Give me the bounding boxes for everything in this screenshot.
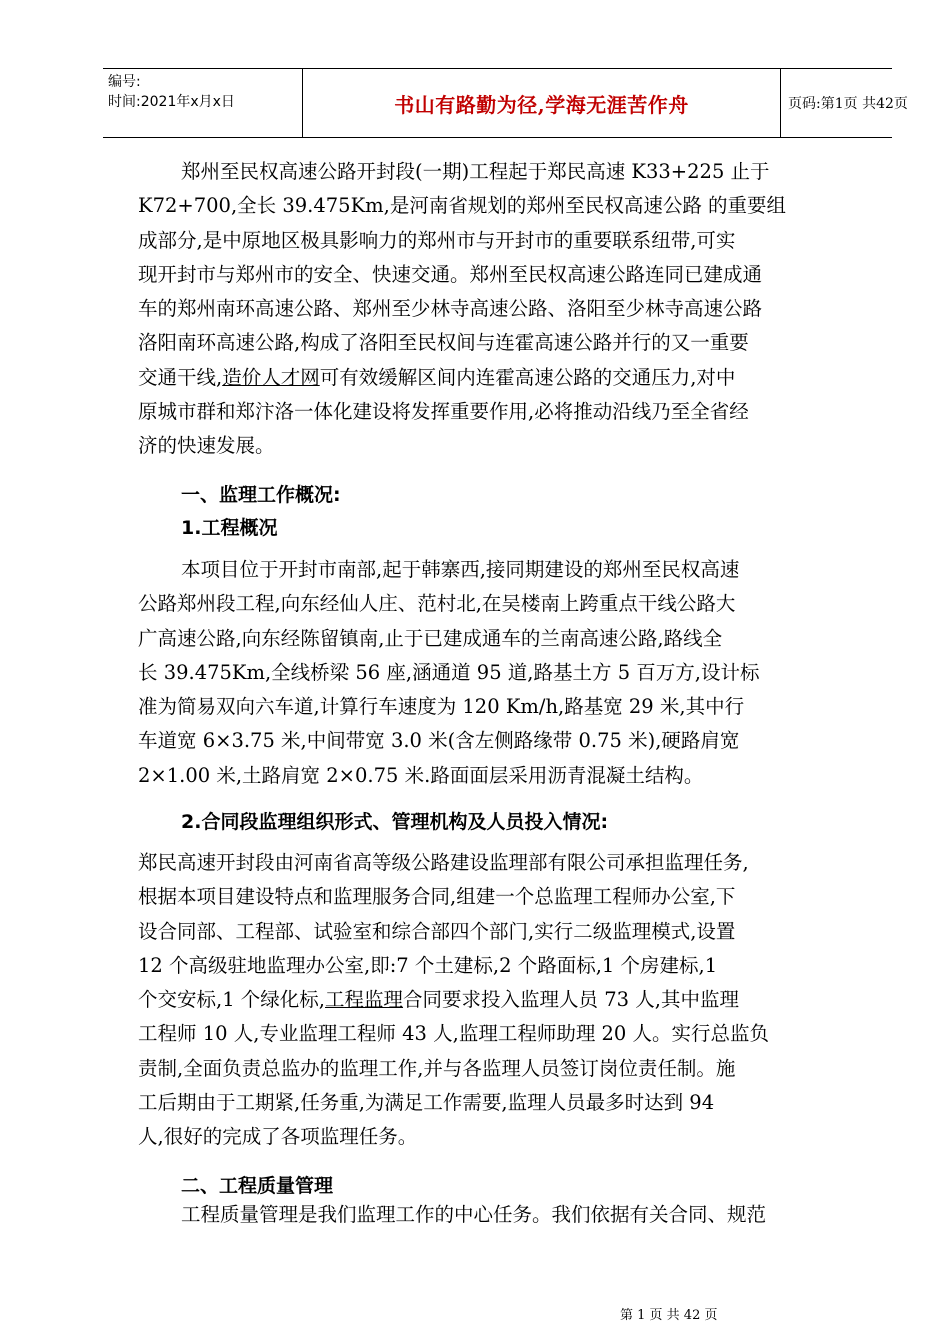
quality-paragraph	[138, 1198, 858, 1232]
text-line: 工程质量管理是我们监理工作的中心任务。我们依据有关合同、规范	[181, 1203, 767, 1226]
text-line: 长 39.475Km,全线桥梁 56 座,涵通道 95 道,路基土方 5 百万方,设计标	[138, 660, 760, 684]
text-line: 郑州至民权高速公路开封段(一期)工程起于郑民高速 K33+225 止于	[181, 160, 770, 183]
text-segment: 交通干线,	[138, 365, 223, 389]
text-line	[138, 361, 858, 395]
text-line: 郑民高速开封段由河南省高等级公路建设监理部有限公司承担监理任务,	[138, 851, 749, 874]
document-time-label: 时间:2021年x月x日	[108, 94, 235, 110]
text-line: 工程师 10 人,专业监理工程师 43 人,监理工程师助理 20 人。实行总监负	[138, 1022, 770, 1046]
text-line: 济的快速发展。	[138, 434, 275, 458]
text-line: 准为简易双向六车道,计算行车速度为 120 Km/h,路基宽 29 米,其中行	[138, 695, 745, 719]
page-footer: 第 1 页 共 42 页	[620, 1308, 718, 1323]
text-line: 人,很好的完成了各项监理任务。	[138, 1125, 418, 1149]
text-line: 原城市群和郑汴洛一体化建设将发挥重要作用,必将推动沿线乃至全省经	[138, 400, 749, 424]
text-line: 公路郑州段工程,向东经仙人庄、范村北,在吴楼南上跨重点干线公路大	[138, 592, 736, 616]
subsection-heading-organization: 2.合同段监理组织形式、管理机构及人员投入情况:	[181, 811, 609, 833]
text-line: 车道宽 6×3.75 米,中间带宽 3.0 米(含左侧路缘带 0.75 米),硬路肩宽	[138, 729, 740, 753]
text-line: 车的郑州南环高速公路、郑州至少林寺高速公路、洛阳至少林寺高速公路	[138, 297, 763, 321]
text-line: 成部分,是中原地区极具影响力的郑州市与开封市的重要联系纽带,可实	[138, 228, 736, 252]
text-line: 广高速公路,向东经陈留镇南,止于已建成通车的兰南高速公路,路线全	[138, 626, 723, 650]
engineering-supervision-link[interactable]: 工程监理	[325, 988, 404, 1012]
text-line	[138, 983, 858, 1017]
text-line: 责制,全面负责总监办的监理工作,并与各监理人员签订岗位责任制。施	[138, 1056, 736, 1080]
intro-paragraph	[138, 155, 858, 464]
section-heading-quality-management: 二、工程质量管理	[181, 1175, 334, 1197]
organization-paragraph	[138, 846, 858, 1155]
text-line: 工后期由于工期紧,任务重,为满足工作需要,监理人员最多时达到 94	[138, 1091, 715, 1115]
text-line: K72+700,全长 39.475Km,是河南省规划的郑州至民权高速公路 的重要组	[138, 194, 787, 218]
document-number-label: 编号:	[108, 74, 141, 90]
subsection-heading-project-overview: 1.工程概况	[181, 517, 278, 539]
document-header	[103, 68, 908, 138]
text-line: 设合同部、工程部、试验室和综合部四个部门,实行二级监理模式,设置	[138, 919, 736, 943]
header-page-number: 页码:第1页 共42页	[788, 96, 908, 112]
text-segment: 可有效缓解区间内连霍高速公路的交通压力,对中	[319, 365, 736, 389]
text-line: 洛阳南环高速公路,构成了洛阳至民权间与连霍高速公路并行的又一重要	[138, 331, 749, 355]
project-overview-paragraph	[138, 553, 858, 793]
text-line: 2×1.00 米,土路肩宽 2×0.75 米.路面面层采用沥青混凝土结构。	[138, 763, 704, 787]
text-line: 本项目位于开封市南部,起于韩寨西,接同期建设的郑州至民权高速	[181, 558, 740, 581]
header-motto: 书山有路勤为径,学海无涯苦作舟	[303, 69, 781, 137]
text-line: 现开封市与郑州市的安全、快速交通。郑州至民权高速公路连同已建成通	[138, 262, 763, 286]
text-line: 12 个高级驻地监理办公室,即:7 个土建标,2 个路面标,1 个房建标,1	[138, 953, 718, 977]
cost-talent-link[interactable]: 造价人才网	[222, 365, 320, 389]
header-meta	[103, 69, 303, 137]
text-line: 根据本项目建设特点和监理服务合同,组建一个总监理工程师办公室,下	[138, 885, 736, 909]
text-segment: 合同要求投入监理人员 73 人,其中监理	[403, 988, 739, 1012]
text-segment: 个交安标,1 个绿化标,	[138, 988, 326, 1012]
section-heading-supervision-overview: 一、监理工作概况:	[181, 484, 341, 506]
